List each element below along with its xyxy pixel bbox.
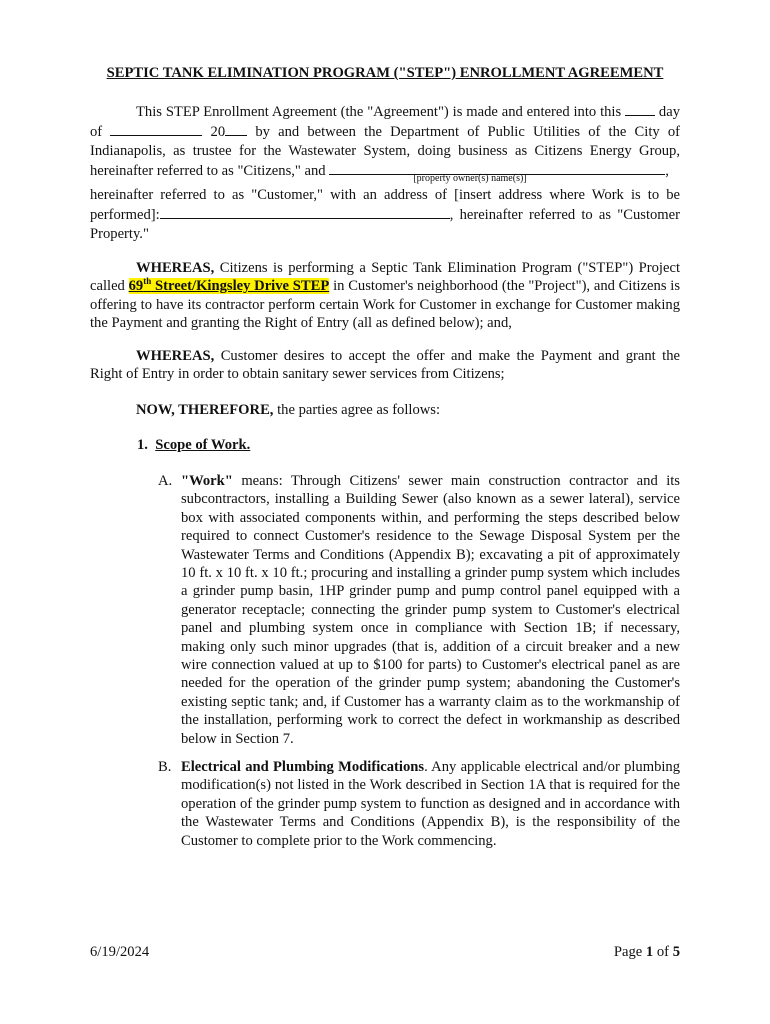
intro-text-4: by and between the Department of Public Utilities of the City of Indianapolis, as trustee for the Wastewater System, doing business as Citizens Energy Group, hereinafter referred to as "Citizens," and [90, 124, 681, 180]
whereas1-text-b: in Customer's neighborhood (the "Project"), and Citizens is offering to have its contractor perform certain Work for Customer in exchange for Customer making the Payment and granting the Right of Entry (all as defined below); and, [90, 278, 681, 332]
project-name-highlight [129, 278, 330, 294]
whereas-paragraph-2 [90, 347, 680, 384]
item-b-text: . Any applicable electrical and/or plumbing modification(s) not listed in the Work described in Section 1A that is required for the operation of the grinder pump system to function as designed and in accordance with the Wastewater Terms and Conditions (Appendix B), is the responsibility of the Customer to complete prior to the Work commencing. [181, 759, 681, 849]
address-text-1: hereinafter referred to as "Customer," with an address of [insert address where Work is to be performed]: [90, 187, 680, 224]
whereas-lead-1: WHEREAS, [136, 260, 215, 276]
therefore-lead: NOW, THEREFORE, [136, 402, 274, 418]
total-pages: 5 [672, 944, 680, 960]
intro-text-3: 20 [210, 124, 226, 141]
item-a-text: means: Through Citizens' sewer main construction contractor and its subcontractors, installing a Building Sewer (also known as a sewer lateral), service box with associated components within, and performing the steps described below required to connect Customer's residence to the Sewage Disposal System per the Wastewater Terms and Conditions (Appendix B); excavating a pit of approximately 10 ft. x 10 ft. x 10 ft.; procuring and installing a grinder pump system which includes a grinder pump basin, 1HP grinder pump and pump control panel equipped with a generator receptacle; connecting the grinder pump system to Customer's electrical panel and plumbing system once in compliance with Section 1B; if necessary, making only such minor upgrades (that is, addition of a circuit breaker and a new wire connection valued at up to $100 for parts) to Customer's electrical panel as are needed for the operation of the grinder pump system; abandoning the Customer's existing septic tank; and, if Customer has a warranty claim as to the workmanship of the installation, performing work to correct the defect in workmanship as described below in Section 7. [181, 473, 680, 747]
project-number: 69 [128, 278, 144, 295]
day-blank [625, 101, 655, 116]
whereas-paragraph-1 [90, 259, 680, 333]
item-b-letter: B. [158, 759, 172, 775]
month-blank [110, 121, 202, 136]
footer-date: 6/19/2024 [90, 944, 150, 960]
section-1-title: Scope of Work. [155, 437, 251, 453]
intro-text-1: This STEP Enrollment Agreement (the "Agreement") is made and entered into this [136, 104, 622, 120]
footer-page-number [560, 943, 680, 961]
item-a-letter: A. [158, 473, 173, 489]
project-number-suffix: th [143, 276, 152, 287]
agreement-title: SEPTIC TANK ELIMINATION PROGRAM ("STEP") ENROLLMENT AGREEMENT [106, 65, 664, 81]
customer-address-paragraph [90, 186, 680, 243]
section-1-heading [137, 436, 250, 454]
page-word: Page [613, 944, 643, 960]
year-blank [225, 121, 247, 136]
of-word: of [656, 944, 670, 960]
whereas-lead-2: WHEREAS, [136, 348, 215, 364]
intro-comma: , [665, 163, 669, 180]
address-blank [160, 204, 450, 219]
item-b-modifications [158, 758, 680, 850]
intro-paragraph [90, 101, 680, 181]
current-page: 1 [645, 944, 654, 960]
project-name-rest: Street/Kingsley Drive STEP [155, 278, 330, 295]
item-b-term: Electrical and Plumbing Modifications [181, 759, 425, 775]
owner-name-caption: [property owner(s) name(s)] [413, 173, 527, 184]
whereas2-text: Customer desires to accept the offer and make the Payment and grant the Right of Entry in order to obtain sanitary sewer services from Citizens; [90, 348, 680, 383]
item-a-term: "Work" [181, 473, 233, 489]
intro-text-2: day of [90, 104, 680, 141]
therefore-text: the parties agree as follows: [277, 402, 441, 418]
address-text-2: , hereinafter referred to as "Customer Property." [90, 207, 680, 242]
section-1-number: 1. [137, 437, 148, 453]
item-a-work-definition [158, 472, 680, 748]
therefore-paragraph [90, 401, 680, 419]
whereas1-text-a: Citizens is performing a Septic Tank Elimination Program ("STEP") Project called [90, 260, 680, 295]
